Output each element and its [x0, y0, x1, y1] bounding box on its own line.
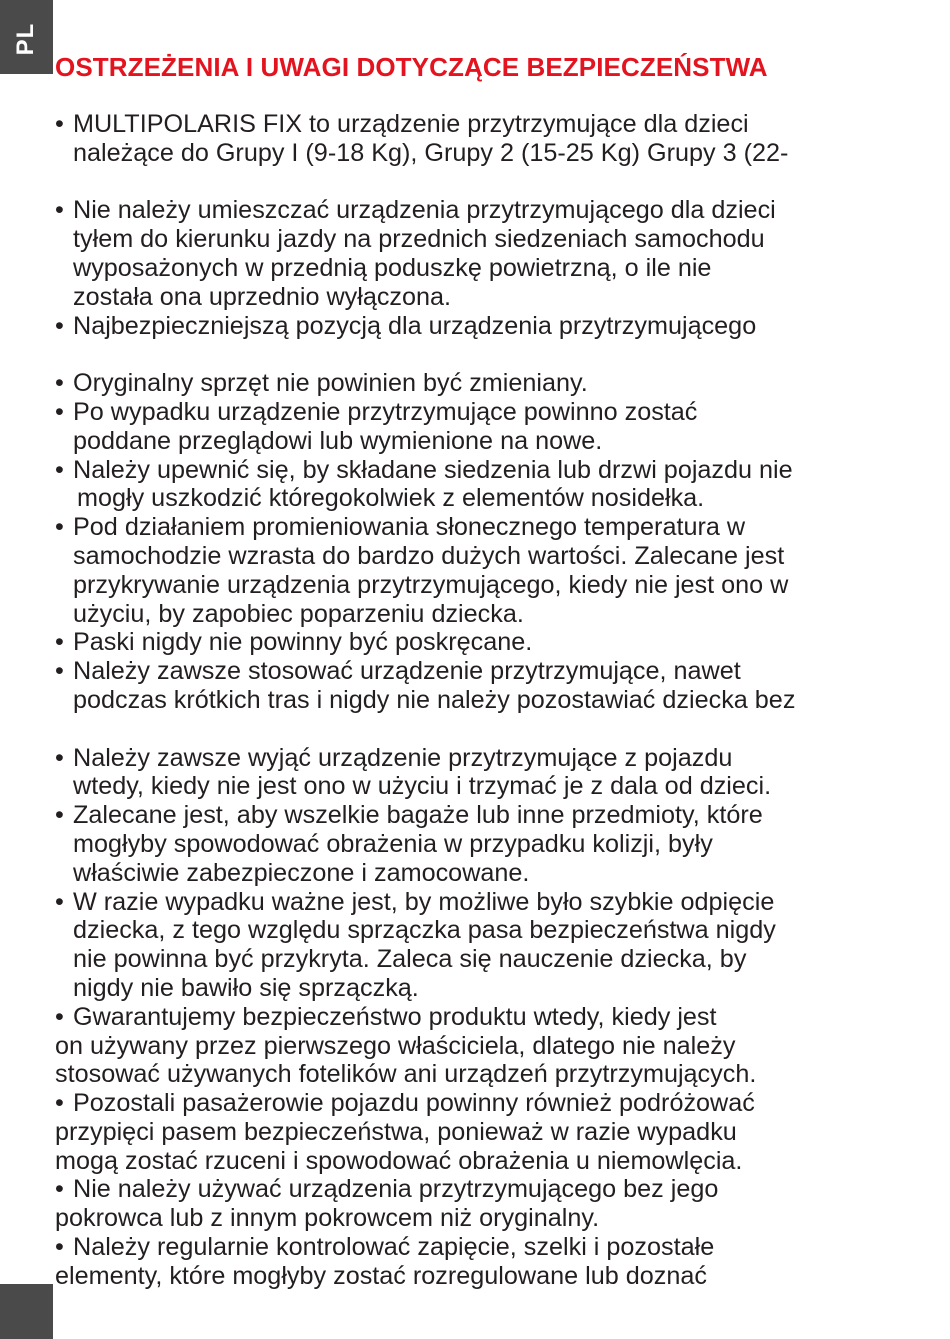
language-tab — [0, 0, 53, 74]
text-line: • Należy zawsze stosować urządzenie przytrzymujące, nawet — [55, 657, 741, 686]
text-line: on używany przez pierwszego właściciela, dlatego nie należy — [55, 1031, 736, 1060]
bullet: • — [55, 311, 64, 340]
text-line: nigdy nie bawiło się sprzączką. — [73, 973, 419, 1002]
text-line: • Paski nigdy nie powinny być poskręcane. — [55, 628, 533, 657]
blank-line — [55, 715, 945, 744]
text-line: należące do Grupy I (9-18 Kg), Grupy 2 (15-25 Kg) Grupy 3 (22- — [73, 138, 789, 167]
text-line: • MULTIPOLARIS FIX to urządzenie przytrzymujące dla dzieci — [55, 110, 749, 138]
text-line: przypięci pasem bezpieczeństwa, ponieważ w razie wypadku — [55, 1117, 737, 1146]
blank-line — [55, 340, 945, 369]
bullet: • — [55, 369, 64, 398]
language-code: PL — [12, 22, 39, 56]
text-line: • Pozostali pasażerowie pojazdu powinny również podróżować — [55, 1089, 755, 1118]
text-line: • Należy upewnić się, by składane siedzenia lub drzwi pojazdu nie — [55, 455, 793, 484]
text-line: podczas krótkich tras i nigdy nie należy pozostawiać dziecka bez — [73, 685, 796, 714]
warnings-list — [55, 110, 945, 1291]
text-line: • Zalecane jest, aby wszelkie bagaże lub inne przedmioty, które — [55, 801, 763, 830]
text-line: tyłem do kierunku jazdy na przednich siedzeniach samochodu — [73, 225, 765, 254]
bullet: • — [55, 196, 64, 225]
section-title: OSTRZEŻENIA I UWAGI DOTYCZĄCE BEZPIECZEŃSTWA — [55, 52, 768, 82]
bullet: • — [55, 513, 64, 542]
bullet: • — [55, 801, 64, 830]
text-line: nie powinna być przykryta. Zaleca się nauczenie dziecka, by — [73, 945, 747, 974]
bullet: • — [55, 1002, 64, 1031]
text-line: dziecka, z tego względu sprzączka pasa bezpieczeństwa nigdy — [73, 916, 776, 945]
text-line: pokrowca lub z innym pokrowcem niż oryginalny. — [55, 1204, 600, 1233]
blank-line — [55, 168, 945, 197]
bullet: • — [55, 110, 64, 138]
text-line: mogły uszkodzić któregokolwiek z elementów nosidełka. — [77, 484, 705, 513]
text-line: mogą zostać rzuceni i spowodować obrażenia u niemowlęcia. — [55, 1146, 743, 1175]
text-line: • Gwarantujemy bezpieczeństwo produktu wtedy, kiedy jest — [55, 1002, 717, 1031]
text-line: wtedy, kiedy nie jest ono w użyciu i trzymać je z dala od dzieci. — [73, 772, 772, 801]
text-line: użyciu, by zapobiec poparzeniu dziecka. — [73, 599, 524, 628]
text-line: elementy, które mogłyby zostać rozregulowane lub doznać — [55, 1261, 707, 1290]
text-line: • Nie należy używać urządzenia przytrzymującego bez jego — [55, 1175, 719, 1204]
text-line: samochodzie wzrasta do bardzo dużych wartości. Zalecane jest — [73, 541, 785, 570]
bullet: • — [55, 1233, 64, 1262]
text-line: • Nie należy umieszczać urządzenia przytrzymującego dla dzieci — [55, 196, 776, 225]
text-line: • Najbezpieczniejszą pozycją dla urządzenia przytrzymującego — [55, 311, 757, 340]
bullet: • — [55, 1089, 64, 1118]
text-line: • Należy regularnie kontrolować zapięcie, szelki i pozostałe — [55, 1233, 715, 1262]
bullet: • — [55, 455, 64, 484]
text-line: poddane przeglądowi lub wymienione na nowe. — [73, 426, 603, 455]
text-line: • Po wypadku urządzenie przytrzymujące powinno zostać — [55, 397, 698, 426]
bullet: • — [55, 628, 64, 657]
bullet: • — [55, 1175, 64, 1204]
text-line: • Oryginalny sprzęt nie powinien być zmieniany. — [55, 369, 588, 398]
text-line: przykrywanie urządzenia przytrzymującego, kiedy nie jest ono w — [73, 570, 789, 599]
text-line: • Pod działaniem promieniowania słonecznego temperatura w — [55, 513, 746, 542]
bullet: • — [55, 743, 64, 772]
text-line: mogłyby spowodować obrażenia w przypadku kolizji, były — [73, 829, 713, 858]
text-line: • Należy zawsze wyjąć urządzenie przytrzymujące z pojazdu — [55, 743, 733, 772]
bullet: • — [55, 657, 64, 686]
page-edge-tab — [0, 1284, 53, 1339]
text-line: • W razie wypadku ważne jest, by możliwe było szybkie odpięcie — [55, 887, 775, 916]
text-line: wyposażonych w przednią poduszkę powietrzną, o ile nie — [73, 253, 712, 282]
bullet: • — [55, 397, 64, 426]
text-line: stosować używanych fotelików ani urządzeń przytrzymujących. — [55, 1060, 757, 1089]
bullet: • — [55, 887, 64, 916]
text-line: właściwie zabezpieczone i zamocowane. — [73, 858, 530, 887]
text-line: została ona uprzednio wyłączona. — [73, 282, 452, 311]
